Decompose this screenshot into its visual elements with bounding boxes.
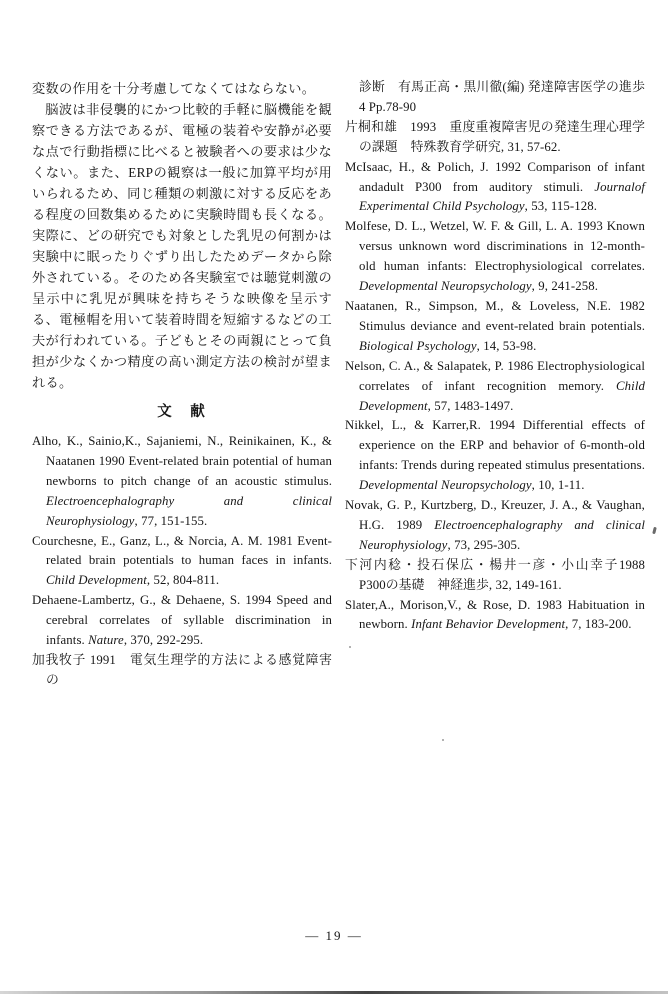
right-column [345,78,658,691]
reference-item [32,432,332,532]
journal-title: Developmental Neuropsychology [359,478,532,493]
journal-title: Child Development [359,378,645,413]
reference-item [345,496,645,556]
reference-item [345,596,645,636]
reference-text: , 77, 151-155. [134,513,208,528]
reference-item [345,556,658,596]
reference-item [345,217,645,297]
reference-text: , 57, 1483-1497. [427,398,514,413]
reference-item [345,357,645,417]
journal-title: Child Development [46,573,147,588]
body-paragraphs [32,78,332,393]
paragraph: 脳波は非侵襲的にかつ比較的手軽に脳機能を観察できる方法であるが、電極の装着や安静が必要な点で行動指標に比べると被験者への要求は少なくない。また、ERPの観察は一般に加算平均が用いられるため、同じ種類の刺激に対する反応をある程度の回数集めるために実験時間も長くなる。実際に、どの研究でも対象とした乳児の何割かは実験中に眠ったりぐずり出したためデータから除外されている。そのため各実験室では聴覚刺激の呈示中に乳児が興味を持ちそうな映像を呈示する、電極帽を用いて装着時間を短縮するなどの工夫が行われている。子どもとその両親にとって負担が少なくかつ精度の高い測定方法の検討が望まれる。 [32,102,332,390]
reference-text: , 73, 295-305. [447,537,521,552]
references-heading: 文 献 [157,404,207,420]
two-column-layout [32,78,658,691]
reference-item [345,118,645,158]
reference-text: Dehaene-Lambertz, G., & Dehaene, S. 1994 Speed and cerebral correlates of syllable discrimination in infants. [32,593,332,648]
journal-title: Biological Psychology [359,338,477,353]
journal-title: Electroencephalography and clinical Neurophysiology [359,517,645,552]
reference-text: , 10, 1-11. [531,478,585,493]
scan-artifact-mark [652,527,657,535]
reference-item [345,297,645,357]
reference-item [32,532,332,592]
reference-text: , 53, 115-128. [524,199,598,214]
left-column [32,78,332,691]
reference-text: Nikkel, L., & Karrer,R. 1994 Differential effects of experience on the ERP and behavior of 6-month-old infants: Trends during repeated stimulus presentations. [345,418,645,473]
reference-item [345,78,645,118]
journal-title: Developmental Neuropsychology [359,279,532,294]
reference-text: , 52, 804-811. [146,573,220,588]
reference-item [345,158,645,218]
reference-text: 診断 有馬正高・黒川徹(編) 発達障害医学の進歩 4 Pp.78-90 [359,80,645,114]
reference-text: 加我牧子 1991 電気生理学的方法による感覚障害の [32,652,332,687]
reference-text: Alho, K., Sainio,K., Sajaniemi, N., Reinikainen, K., & Naatanen 1990 Event-related brain potential of human newborns to pitch change of an acoustic stimulus. [32,434,332,488]
reference-text: , 14, 53-98. [476,338,537,353]
journal-title: Journalof Experimental Child Psychology [359,179,645,214]
reference-text: Slater,A., Morison,V., & Rose, D. 1983 Habituation in newborn. [345,597,645,632]
journal-title: Infant Behavior Development [411,617,566,632]
journal-title: Nature [88,633,124,648]
reference-text: Molfese, D. L., Wetzel, W. F. & Gill, L. A. 1993 Known versus unknown word discriminations in 12-month-old human infants: Electrophysiological correlates. [345,219,645,274]
paragraph: 変数の作用を十分考慮してなくてはならない。 [32,81,316,96]
reference-text: , 370, 292-295. [123,633,204,648]
reference-text: 片桐和雄 1993 重度重複障害児の発達生理心理学の課題 特殊教育学研究, 31, 57-62. [345,119,645,154]
right-references [345,78,658,635]
reference-text: , 7, 183-200. [565,617,632,632]
reference-text: Novak, G. P., Kurtzberg, D., Kreuzer, J. A., & Vaughan, H.G. 1989 [345,498,645,532]
scan-artifact-speck [442,739,444,741]
reference-text: , 9, 241-258. [531,279,599,294]
reference-item [32,651,332,691]
scan-artifact-bottom-line [0,991,668,994]
scan-artifact-speck [349,646,351,648]
reference-text: Naatanen, R., Simpson, M., & Loveless, N.E. 1982 Stimulus deviance and event-related brain potentials. [345,298,645,333]
reference-text: Courchesne, E., Ganz, L., & Norcia, A. M. 1981 Event-related brain potentials to human faces in infants. [32,533,332,568]
left-references [32,432,332,691]
reference-item [345,416,645,496]
journal-title: Electroencephalography and clinical Neurophysiology [46,493,332,528]
reference-text: McIsaac, H., & Polich, J. 1992 Comparison of infant andadult P300 from auditory stimuli. [345,159,645,194]
reference-item [32,591,332,651]
reference-text: Nelson, C. A., & Salapatek, P. 1986 Electrophysiological correlates of infant recognition memory. [345,358,645,393]
page-number: — 19 — [305,928,363,943]
reference-text: 下河内稔・投石保広・楊井一彦・小山幸子1988 P300の基礎 神経進歩, 32, 149-161. [345,557,658,592]
